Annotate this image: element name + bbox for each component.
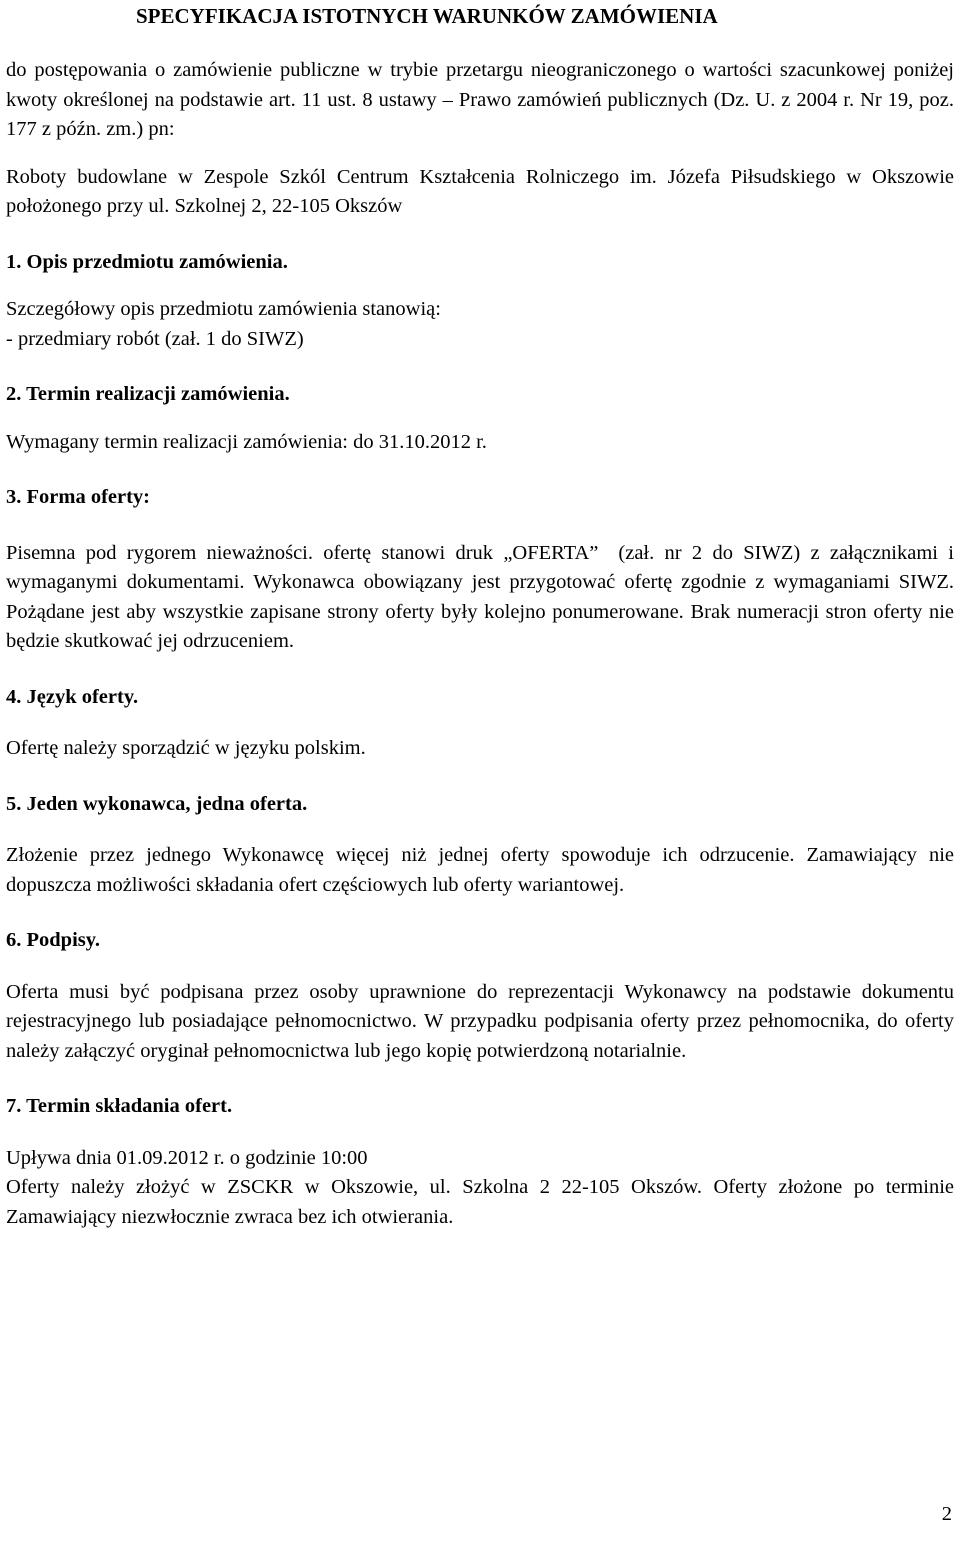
section-3-line-2: (zał. nr 2 do SIWZ) z załącznikami i wymaganymi dokumentami. Wykonawca obowiązany jest przygotować ofertę zgodnie z wymaganiami SIWZ. Pożądane jest aby wszystkie zapisane strony oferty były kolejno ponumerowane. Brak numeracji stron oferty nie będzie skutkować jej odrzuceniem. (6, 541, 954, 652)
section-3-line-1: Pisemna pod rygorem nieważności. ofertę stanowi druk „OFERTA” (6, 541, 599, 564)
section-3-paragraph (6, 539, 954, 657)
section-heading-7: 7. Termin składania ofert. (6, 1095, 233, 1117)
section-7-paragraph: Oferty należy złożyć w ZSCKR w Okszowie, ul. Szkolna 2 22-105 Okszów. Oferty złożone po terminie Zamawiający niezwłocznie zwraca bez ich otwierania. (6, 1176, 954, 1228)
section-heading-1: 1. Opis przedmiotu zamówienia. (6, 250, 288, 273)
section-heading-3: 3. Forma oferty: (6, 486, 151, 508)
section-5-paragraph: Złożenie przez jednego Wykonawcę więcej niż jednej oferty spowoduje ich odrzucenie. Zamawiający nie dopuszcza możliwości składania ofert częściowych lub oferty wariantowej. (6, 844, 954, 896)
intro-paragraph: do postępowania o zamówienie publiczne w trybie przetargu nieograniczonego o wartości szacunkowej poniżej kwoty określonej na podstawie art. 11 ust. 8 ustawy – Prawo zamówień publicznych (Dz. U. z 2004 r. Nr 19, poz. 177 z późn. zm.) pn: (6, 59, 954, 140)
section-heading-5: 5. Jeden wykonawca, jedna oferta. (6, 792, 308, 815)
section-heading-6: 6. Podpisy. (6, 929, 100, 951)
section-1-line-1: Szczegółowy opis przedmiotu zamówienia stanowią: (6, 298, 441, 320)
document-title: SPECYFIKACJA ISTOTNYCH WARUNKÓW ZAMÓWIENIA (136, 4, 718, 28)
subject-paragraph: Roboty budowlane w Zespole Szkól Centrum Kształcenia Rolniczego im. Józefa Piłsudskiego w Okszowie położonego przy ul. Szkolnej 2, 22-105 Okszów (6, 165, 954, 217)
page-number: 2 (941, 1502, 952, 1525)
section-7-line-1: Upływa dnia 01.09.2012 r. o godzinie 10:00 (6, 1146, 368, 1169)
section-heading-4: 4. Język oferty. (6, 685, 139, 708)
section-6-paragraph: Oferta musi być podpisana przez osoby uprawnione do reprezentacji Wykonawcy na podstawie dokumentu rejestracyjnego lub posiadające pełnomocnictwo. W przypadku podpisania oferty przez pełnomocnika, do oferty należy załączyć oryginał pełnomocnictwa lub jego kopię potwierdzoną notarialnie. (6, 980, 954, 1062)
document-page (6, 0, 954, 1232)
section-1-line-2: - przedmiary robót (zał. 1 do SIWZ) (6, 327, 304, 350)
section-4-line-1: Ofertę należy sporządzić w języku polskim. (6, 737, 366, 759)
section-heading-2: 2. Termin realizacji zamówienia. (6, 383, 290, 405)
section-2-line-1: Wymagany termin realizacji zamówienia: do 31.10.2012 r. (6, 430, 487, 453)
